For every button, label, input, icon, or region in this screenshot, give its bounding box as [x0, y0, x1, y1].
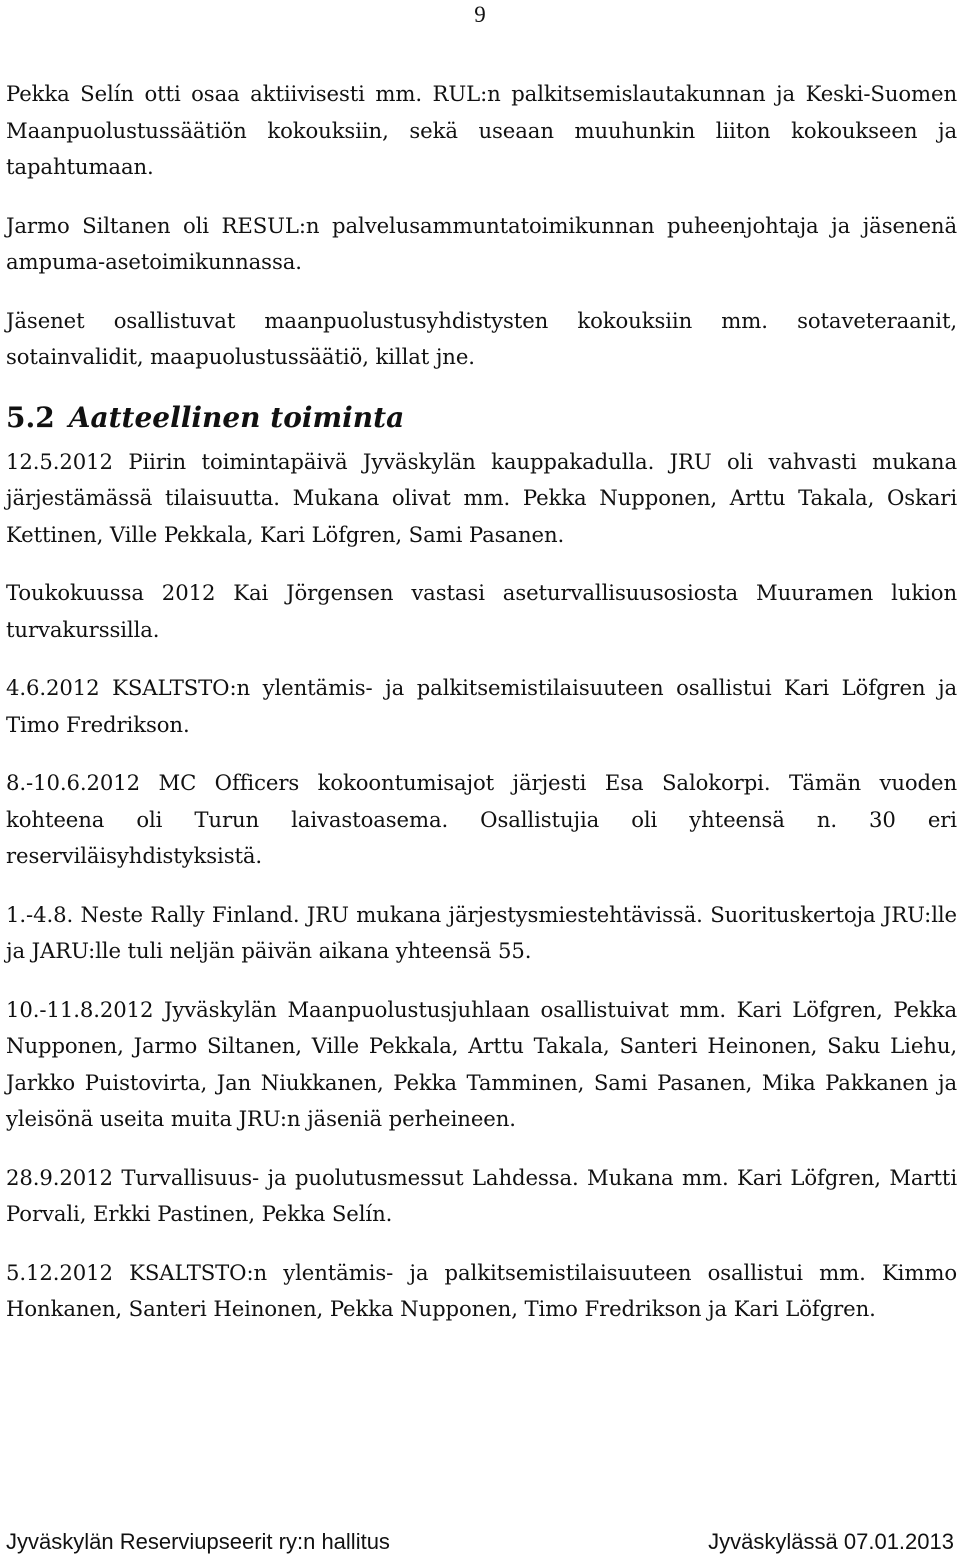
paragraph: 1.-4.8. Neste Rally Finland. JRU mukana järjestysmiestehtävissä. Suorituskertoja JRU:lle ja JARU:lle tuli neljän päivän aikana yhteensä 55. [6, 901, 957, 963]
footer-organization: Jyväskylän Reserviupseerit ry:n hallitus [6, 1529, 390, 1554]
paragraph: 12.5.2012 Piirin toimintapäivä Jyväskylän kauppakadulla. JRU oli vahvasti mukana järjestämässä tilaisuutta. Mukana olivat mm. Pekka Nupponen, Arttu Takala, Oskari Kettinen, Ville Pekkala, Kari Löfgren, Sami Pasanen. [6, 448, 957, 547]
section-title: Aatteellinen toiminta [68, 400, 405, 434]
paragraph: 10.-11.8.2012 Jyväskylän Maanpuolustusjuhlaan osallistuivat mm. Kari Löfgren, Pekka Nupponen, Jarmo Siltanen, Ville Pekkala, Arttu Takala, Santeri Heinonen, Saku Liehu, Jarkko Puistovirta, Jan Niukkanen, Pekka Tamminen, Sami Pasanen, Mika Pakkanen ja yleisönä useita muita JRU:n jäseniä perheineen. [6, 996, 957, 1131]
footer-date: Jyväskylässä 07.01.2013 [708, 1529, 954, 1554]
section-number: 5.2 [6, 400, 55, 434]
paragraph: Jäsenet osallistuvat maanpuolustusyhdistysten kokouksiin mm. sotaveteraanit, sotainvalidit, maapuolustussäätiö, killat jne. [6, 307, 957, 369]
paragraph: 5.12.2012 KSALTSTO:n ylentämis- ja palkitsemistilaisuuteen osallistui mm. Kimmo Honkanen, Santeri Heinonen, Pekka Nupponen, Timo Fredrikson ja Kari Löfgren. [6, 1259, 957, 1321]
paragraph: Toukokuussa 2012 Kai Jörgensen vastasi aseturvallisuusosiosta Muuramen lukion turvakurssilla. [6, 580, 957, 642]
document-body [6, 76, 957, 1328]
page-footer [6, 1527, 954, 1557]
paragraph: 4.6.2012 KSALTSTO:n ylentämis- ja palkitsemistilaisuuteen osallistui Kari Löfgren ja Timo Fredrikson. [6, 675, 957, 737]
paragraph: 28.9.2012 Turvallisuus- ja puolutusmessut Lahdessa. Mukana mm. Kari Löfgren, Martti Porvali, Erkki Pastinen, Pekka Selín. [6, 1164, 957, 1226]
paragraph: Pekka Selín otti osaa aktiivisesti mm. RUL:n palkitsemislautakunnan ja Keski-Suomen Maanpuolustussäätiön kokouksiin, sekä useaan muuhunkin liiton kokoukseen ja tapahtumaan. [6, 81, 957, 179]
paragraph: Jarmo Siltanen oli RESUL:n palvelusammuntatoimikunnan puheenjohtaja ja jäsenenä ampuma-asetoimikunnassa. [6, 212, 957, 274]
paragraph: 8.-10.6.2012 MC Officers kokoontumisajot järjesti Esa Salokorpi. Tämän vuoden kohteena oli Turun laivastoasema. Osallistujia oli yhteensä n. 30 eri reserviläisyhdistyksistä. [6, 770, 957, 868]
section-heading [6, 398, 957, 438]
page-number: 9 [474, 2, 486, 27]
